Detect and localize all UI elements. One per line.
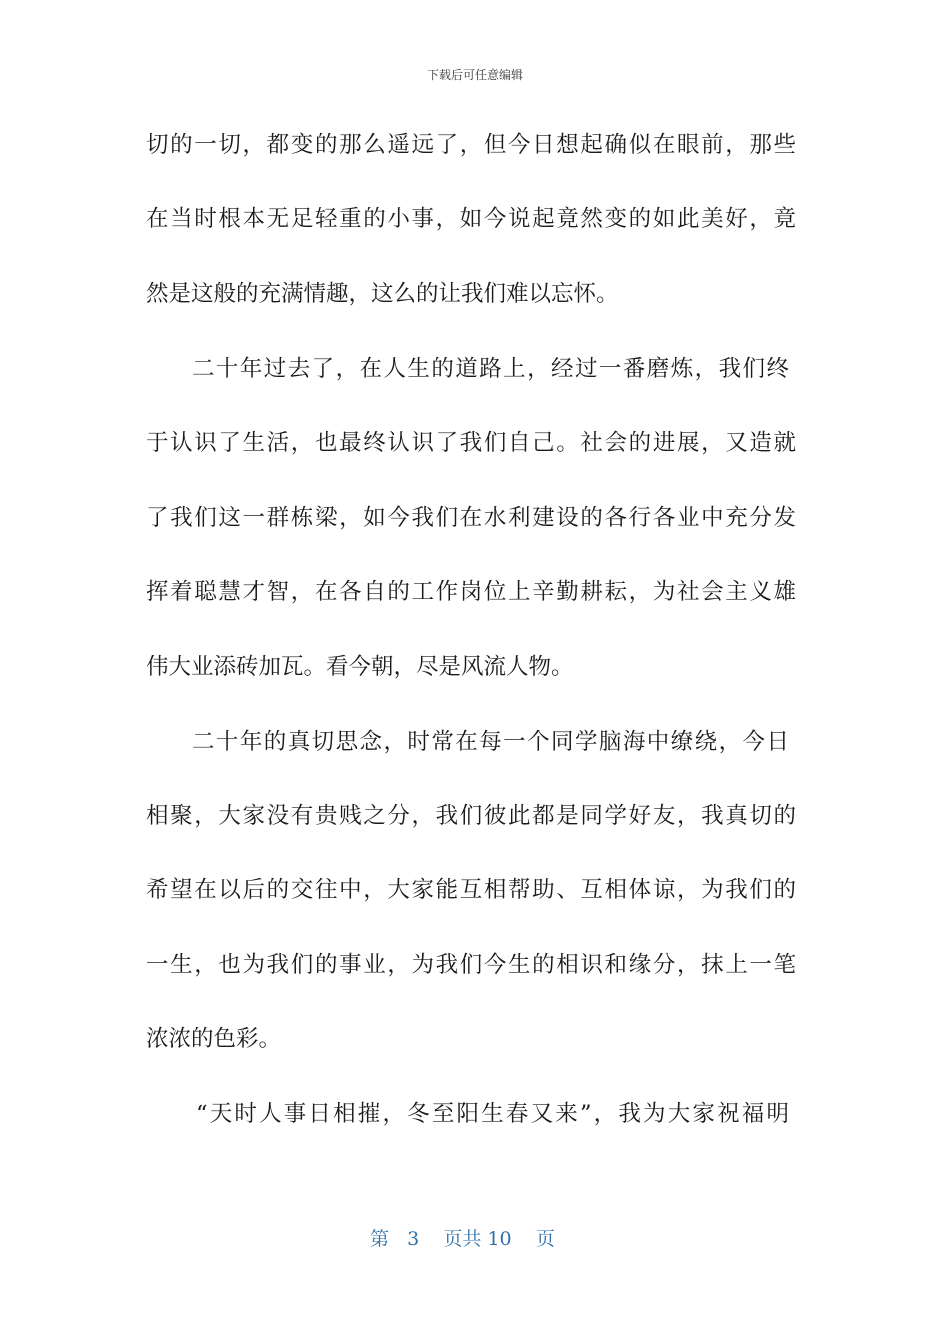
text-line: 挥着聪慧才智，在各自的工作岗位上辛勤耕耘，为社会主义雄 xyxy=(146,579,796,605)
text-line: 希望在以后的交往中，大家能互相帮助、互相体谅，为我们的 xyxy=(146,877,796,903)
text-line: 切的一切，都变的那么遥远了，但今日想起确似在眼前，那些 xyxy=(146,132,796,158)
paragraph-first-line: 二十年过去了，在人生的道路上，经过一番磨炼，我们终 xyxy=(192,356,789,382)
page-label-prefix: 第 xyxy=(370,1228,390,1250)
text-line: 然是这般的充满情趣，这么的让我们难以忘怀。 xyxy=(146,281,619,307)
page-number-footer xyxy=(370,1224,590,1254)
text-line: 相聚，大家没有贵贱之分，我们彼此都是同学好友，我真切的 xyxy=(146,803,796,829)
paragraph-first-line: “天时人事日相摧，冬至阳生春又来”，我为大家祝福明 xyxy=(196,1101,789,1127)
current-page-number: 3 xyxy=(407,1228,420,1250)
text-line: 了我们这一群栋梁，如今我们在水利建设的各行各业中充分发 xyxy=(146,505,796,531)
page-header: 下载后可任意编辑 xyxy=(426,68,523,82)
total-pages-number: 10 xyxy=(487,1228,512,1250)
text-line: 浓浓的色彩。 xyxy=(146,1026,282,1052)
paragraph-first-line: 二十年的真切思念，时常在每一个同学脑海中缭绕，今日 xyxy=(192,729,789,755)
text-line: 在当时根本无足轻重的小事，如今说起竟然变的如此美好，竟 xyxy=(146,206,796,232)
text-line: 于认识了生活，也最终认识了我们自己。社会的进展，又造就 xyxy=(146,430,796,456)
text-line: 伟大业添砖加瓦。看今朝，尽是风流人物。 xyxy=(146,654,574,680)
page-label-middle: 页共 xyxy=(443,1228,482,1250)
page-label-suffix: 页 xyxy=(535,1228,555,1250)
text-line: 一生，也为我们的事业，为我们今生的相识和缘分，抹上一笔 xyxy=(146,952,796,978)
